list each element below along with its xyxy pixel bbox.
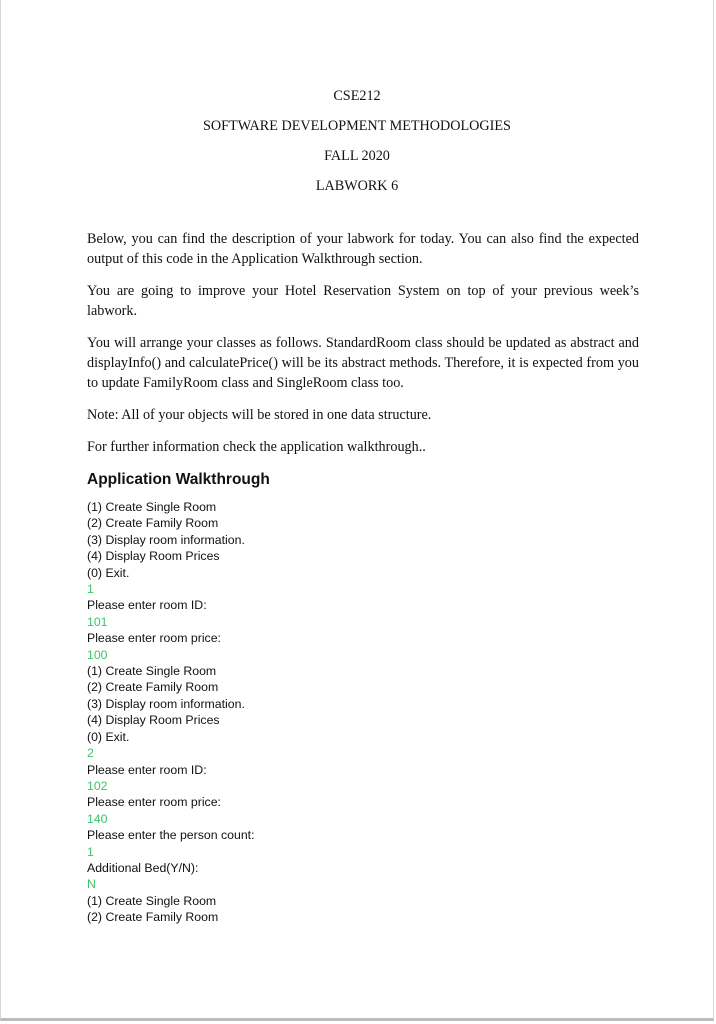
console-output-line: (2) Create Family Room bbox=[87, 516, 219, 531]
console-input-line: 140 bbox=[87, 811, 108, 826]
console-output-line: (0) Exit. bbox=[87, 565, 130, 580]
console-output-line: (4) Display Room Prices bbox=[87, 713, 220, 728]
lab-title: LABWORK 6 bbox=[315, 178, 399, 194]
console-output-line: Please enter room ID: bbox=[87, 598, 207, 613]
console-output-line: (2) Create Family Room bbox=[87, 910, 219, 925]
console-input-line: 1 bbox=[87, 582, 94, 597]
course-name: SOFTWARE DEVELOPMENT METHODOLOGIES bbox=[203, 118, 511, 134]
console-output-line: (1) Create Single Room bbox=[87, 500, 217, 514]
console-input-line: 1 bbox=[87, 844, 94, 859]
document-header bbox=[1, 86, 713, 206]
document-body bbox=[87, 229, 639, 926]
walkthrough-console bbox=[87, 499, 639, 926]
further-info-paragraph: For further information check the application walkthrough.. bbox=[87, 439, 426, 455]
console-output-line: Please enter room price: bbox=[87, 795, 221, 810]
console-output-line: (0) Exit. bbox=[87, 729, 130, 744]
console-input-line: N bbox=[87, 877, 96, 892]
console-output-line: (4) Display Room Prices bbox=[87, 549, 220, 564]
console-input-line: 100 bbox=[87, 647, 108, 662]
console-output-line: Please enter room price: bbox=[87, 631, 221, 646]
console-output-line: (1) Create Single Room bbox=[87, 664, 217, 679]
console-output-line: Please enter room ID: bbox=[87, 762, 207, 777]
course-code: CSE212 bbox=[333, 88, 381, 104]
console-input-line: 2 bbox=[87, 746, 94, 761]
console-output-line: (1) Create Single Room bbox=[87, 893, 217, 908]
console-output-line: (3) Display room information. bbox=[87, 696, 245, 711]
walkthrough-title: Application Walkthrough bbox=[87, 471, 270, 488]
console-input-line: 102 bbox=[87, 778, 108, 793]
improve-paragraph: You are going to improve your Hotel Reservation System on top of your previous week’s labwork. bbox=[87, 283, 639, 319]
console-output-line: Additional Bed(Y/N): bbox=[87, 860, 199, 875]
console-output-line: (3) Display room information. bbox=[87, 532, 245, 547]
console-output-line: (2) Create Family Room bbox=[87, 680, 219, 695]
note-paragraph: Note: All of your objects will be stored in one data structure. bbox=[87, 407, 432, 423]
console-output-line: Please enter the person count: bbox=[87, 828, 255, 843]
classes-paragraph: You will arrange your classes as follows. StandardRoom class should be updated as abstract and displayInfo() and calculatePrice() will be its abstract methods. Therefore, it is expected from you to update FamilyRoom class and SingleRoom class too. bbox=[87, 335, 639, 391]
term: FALL 2020 bbox=[324, 148, 390, 164]
console-input-line: 101 bbox=[87, 614, 108, 629]
intro-paragraph: Below, you can find the description of your labwork for today. You can also find the expected output of this code in the Application Walkthrough section. bbox=[87, 231, 639, 267]
